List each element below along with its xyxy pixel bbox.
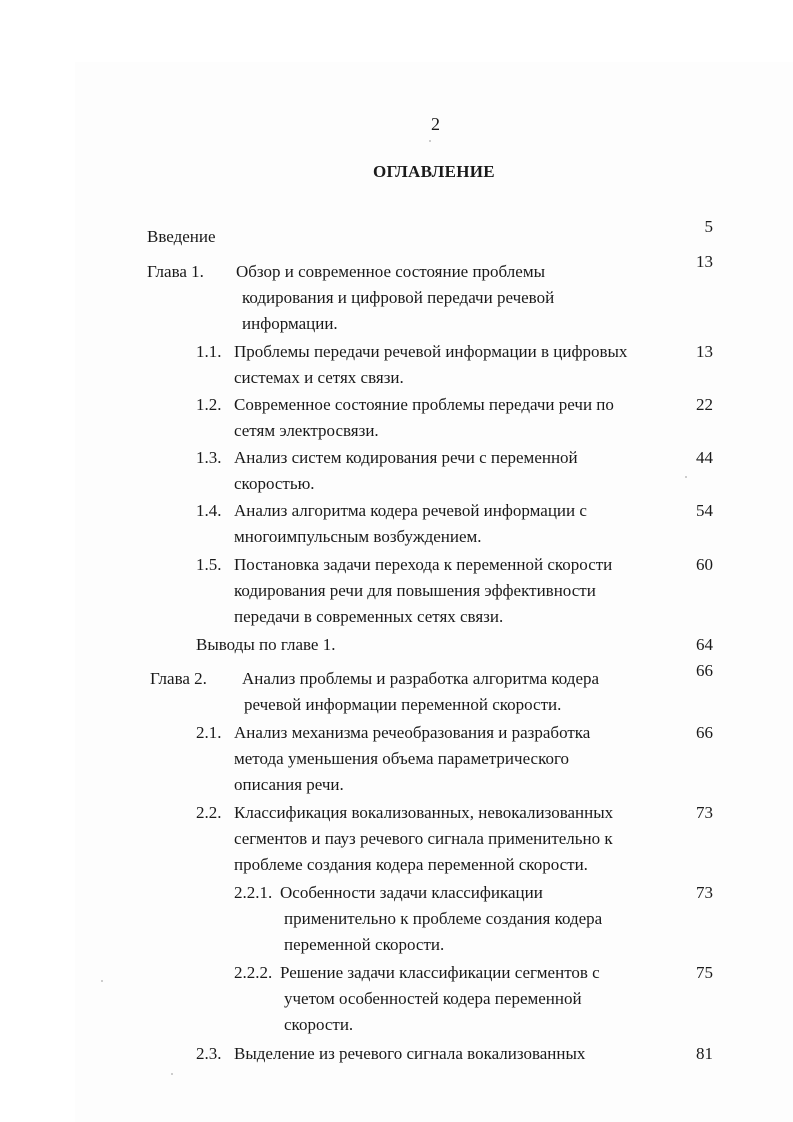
toc-section-line: описания речи. [234,775,344,794]
toc-page: 73 [696,883,713,902]
toc-subsection-line: применительно к проблеме создания кодера [284,909,603,928]
toc-section-number: 2.3. [196,1044,222,1063]
toc-section-number: 1.1. [196,342,222,361]
toc-page: 5 [704,217,713,236]
toc-subsection-line: скорости. [284,1015,354,1034]
toc-section-number: 1.4. [196,501,222,520]
scan-speck [101,980,103,982]
toc-section-number: 1.5. [196,555,222,574]
page-number: 2 [431,114,440,134]
toc-conclusions: Выводы по главе 1. [196,635,336,654]
toc-section-line: передачи в современных сетях связи. [234,607,504,626]
toc-section-line: Проблемы передачи речевой информации в цифровых [234,342,628,361]
scan-speck [171,1073,173,1075]
toc-chapter-line: информации. [242,314,338,333]
toc-page: 54 [696,501,713,520]
toc-page: 66 [696,661,713,680]
toc-chapter-number: Глава 1. [147,262,204,281]
toc-page: 75 [696,963,713,982]
toc-section-line: кодирования речи для повышения эффективности [234,581,596,600]
toc-section-number: 2.2. [196,803,222,822]
toc-section-line: проблеме создания кодера переменной скорости. [234,855,588,874]
toc-subsection-number: 2.2.2. [234,963,273,982]
toc-section-line: Современное состояние проблемы передачи речи по [234,395,614,414]
toc-chapter-line: речевой информации переменной скорости. [244,695,562,714]
toc-section-number: 2.1. [196,723,222,742]
toc-section-line: системах и сетях связи. [234,368,404,387]
toc-subsection-line: переменной скорости. [284,935,445,954]
toc-section-line: сегментов и пауз речевого сигнала применительно к [234,829,613,848]
toc-chapter-line: Обзор и современное состояние проблемы [236,262,545,281]
toc-page: 64 [696,635,713,654]
toc-section-line: Постановка задачи перехода к переменной скорости [234,555,613,574]
toc-chapter-line: Анализ проблемы и разработка алгоритма кодера [242,669,600,688]
toc-chapter-number: Глава 2. [150,669,207,688]
toc-section-line: скоростью. [234,474,315,493]
toc-subsection-line: учетом особенностей кодера переменной [284,989,582,1008]
toc-section-line: метода уменьшения объема параметрического [234,749,570,768]
toc-page: 81 [696,1044,713,1063]
toc-section-number: 1.2. [196,395,222,414]
toc-section-line: Анализ алгоритма кодера речевой информации с [234,501,587,520]
toc-entry-intro: Введение [147,227,216,246]
toc-section-line: Анализ систем кодирования речи с переменной [234,448,578,467]
toc-chapter-line: кодирования и цифровой передачи речевой [242,288,555,307]
toc-section-line: Выделение из речевого сигнала вокализованных [234,1044,586,1063]
toc-page: 13 [696,342,713,361]
toc-page: 22 [696,395,713,414]
toc-section-line: Классификация вокализованных, невокализованных [234,803,614,822]
toc-subsection-number: 2.2.1. [234,883,273,902]
toc-section-line: сетям электросвязи. [234,421,379,440]
toc-page: 73 [696,803,713,822]
toc-page: 44 [696,448,713,467]
toc-page: 13 [696,252,713,271]
scan-speck [685,476,687,478]
toc-subsection-line: Решение задачи классификации сегментов с [280,963,600,982]
toc-section-line: многоимпульсным возбуждением. [234,527,482,546]
toc-page: 60 [696,555,713,574]
page-title: ОГЛАВЛЕНИЕ [373,162,495,181]
toc-page: 66 [696,723,713,742]
toc-subsection-line: Особенности задачи классификации [280,883,543,902]
toc-section-line: Анализ механизма речеобразования и разработка [234,723,591,742]
scan-speck [429,140,431,142]
toc-section-number: 1.3. [196,448,222,467]
